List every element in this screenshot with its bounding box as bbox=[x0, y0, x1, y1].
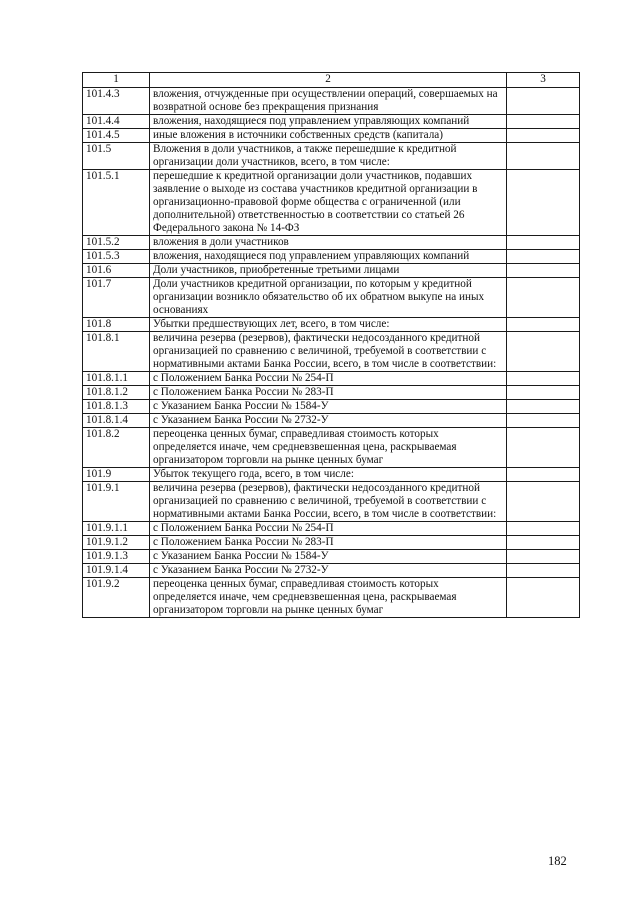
table-header-row bbox=[83, 73, 580, 88]
page-number: 182 bbox=[548, 854, 567, 868]
table-row bbox=[83, 170, 580, 236]
row-value-cell bbox=[507, 578, 580, 618]
reporting-codes-table bbox=[82, 72, 580, 618]
table-row bbox=[83, 318, 580, 332]
row-value-cell bbox=[507, 564, 580, 578]
row-code-cell: 101.8.1 bbox=[83, 332, 150, 372]
table-header bbox=[83, 73, 580, 88]
row-value-cell bbox=[507, 332, 580, 372]
row-description-cell: с Положением Банка России № 283-П bbox=[150, 536, 507, 550]
row-code-cell: 101.9.1 bbox=[83, 482, 150, 522]
table-row bbox=[83, 414, 580, 428]
row-code-cell: 101.8.1.4 bbox=[83, 414, 150, 428]
row-value-cell bbox=[507, 468, 580, 482]
row-description-cell: с Положением Банка России № 283-П bbox=[150, 386, 507, 400]
column-header-1: 1 bbox=[83, 73, 150, 88]
row-code-cell: 101.9.1.1 bbox=[83, 522, 150, 536]
table-row bbox=[83, 482, 580, 522]
row-value-cell bbox=[507, 482, 580, 522]
row-description-cell: с Указанием Банка России № 2732-У bbox=[150, 414, 507, 428]
row-description-cell: Убыток текущего года, всего, в том числе: bbox=[150, 468, 507, 482]
table-row bbox=[83, 400, 580, 414]
row-code-cell: 101.9.1.4 bbox=[83, 564, 150, 578]
row-code-cell: 101.5.2 bbox=[83, 236, 150, 250]
table-row bbox=[83, 386, 580, 400]
table-row bbox=[83, 129, 580, 143]
row-description-cell: Доли участников кредитной организации, по которым у кредитной организации возникло обязательство об их обратном выкупе на иных основаниях bbox=[150, 278, 507, 318]
table-row bbox=[83, 468, 580, 482]
row-value-cell bbox=[507, 318, 580, 332]
row-value-cell bbox=[507, 88, 580, 115]
row-description-cell: величина резерва (резервов), фактически недосозданного кредитной организацией по сравнению с величиной, требуемой в соответствии с нормативными актами Банка России, всего, в том числе в соответствии: bbox=[150, 332, 507, 372]
row-code-cell: 101.7 bbox=[83, 278, 150, 318]
row-description-cell: переоценка ценных бумаг, справедливая стоимость которых определяется иначе, чем средневзвешенная цена, раскрываемая организатором торговли на рынке ценных бумаг bbox=[150, 428, 507, 468]
table-row bbox=[83, 564, 580, 578]
row-description-cell: перешедшие к кредитной организации доли участников, подавших заявление о выходе из состава участников кредитной организации в организационно-правовой форме общества с ограниченной (или дополнительной) ответственностью в соответствии со статьей 26 Федерального закона № 14-ФЗ bbox=[150, 170, 507, 236]
table-row bbox=[83, 428, 580, 468]
row-description-cell: с Указанием Банка России № 1584-У bbox=[150, 400, 507, 414]
row-description-cell: с Положением Банка России № 254-П bbox=[150, 522, 507, 536]
table-row bbox=[83, 278, 580, 318]
row-description-cell: с Указанием Банка России № 1584-У bbox=[150, 550, 507, 564]
row-code-cell: 101.5.3 bbox=[83, 250, 150, 264]
row-description-cell: Убытки предшествующих лет, всего, в том числе: bbox=[150, 318, 507, 332]
row-value-cell bbox=[507, 386, 580, 400]
row-description-cell: иные вложения в источники собственных средств (капитала) bbox=[150, 129, 507, 143]
row-code-cell: 101.4.3 bbox=[83, 88, 150, 115]
row-code-cell: 101.4.4 bbox=[83, 115, 150, 129]
column-header-3: 3 bbox=[507, 73, 580, 88]
row-description-cell: вложения, отчужденные при осуществлении операций, совершаемых на возвратной основе без прекращения признания bbox=[150, 88, 507, 115]
row-code-cell: 101.6 bbox=[83, 264, 150, 278]
row-code-cell: 101.9.2 bbox=[83, 578, 150, 618]
row-code-cell: 101.9.1.2 bbox=[83, 536, 150, 550]
row-code-cell: 101.8.2 bbox=[83, 428, 150, 468]
row-code-cell: 101.8.1.3 bbox=[83, 400, 150, 414]
row-code-cell: 101.9.1.3 bbox=[83, 550, 150, 564]
row-code-cell: 101.8 bbox=[83, 318, 150, 332]
row-code-cell: 101.5 bbox=[83, 143, 150, 170]
row-description-cell: с Положением Банка России № 254-П bbox=[150, 372, 507, 386]
row-description-cell: величина резерва (резервов), фактически недосозданного кредитной организацией по сравнению с величиной, требуемой в соответствии с нормативными актами Банка России, всего, в том числе в соответствии: bbox=[150, 482, 507, 522]
row-value-cell bbox=[507, 115, 580, 129]
row-value-cell bbox=[507, 170, 580, 236]
row-value-cell bbox=[507, 278, 580, 318]
row-value-cell bbox=[507, 264, 580, 278]
row-value-cell bbox=[507, 414, 580, 428]
row-description-cell: вложения, находящиеся под управлением управляющих компаний bbox=[150, 115, 507, 129]
table-body bbox=[83, 88, 580, 618]
row-code-cell: 101.5.1 bbox=[83, 170, 150, 236]
table-row bbox=[83, 550, 580, 564]
row-code-cell: 101.4.5 bbox=[83, 129, 150, 143]
row-value-cell bbox=[507, 143, 580, 170]
row-code-cell: 101.8.1.2 bbox=[83, 386, 150, 400]
row-description-cell: Доли участников, приобретенные третьими лицами bbox=[150, 264, 507, 278]
table-row bbox=[83, 250, 580, 264]
table-row bbox=[83, 115, 580, 129]
row-value-cell bbox=[507, 550, 580, 564]
row-value-cell bbox=[507, 428, 580, 468]
table-row bbox=[83, 536, 580, 550]
row-value-cell bbox=[507, 129, 580, 143]
row-code-cell: 101.8.1.1 bbox=[83, 372, 150, 386]
table-row bbox=[83, 522, 580, 536]
table-row bbox=[83, 143, 580, 170]
row-code-cell: 101.9 bbox=[83, 468, 150, 482]
table-row bbox=[83, 88, 580, 115]
table-row bbox=[83, 236, 580, 250]
table-row bbox=[83, 264, 580, 278]
row-value-cell bbox=[507, 372, 580, 386]
column-header-2: 2 bbox=[150, 73, 507, 88]
table-row bbox=[83, 332, 580, 372]
row-description-cell: Вложения в доли участников, а также перешедшие к кредитной организации доли участников, всего, в том числе: bbox=[150, 143, 507, 170]
row-description-cell: вложения, находящиеся под управлением управляющих компаний bbox=[150, 250, 507, 264]
row-description-cell: с Указанием Банка России № 2732-У bbox=[150, 564, 507, 578]
row-description-cell: переоценка ценных бумаг, справедливая стоимость которых определяется иначе, чем средневзвешенная цена, раскрываемая организатором торговли на рынке ценных бумаг bbox=[150, 578, 507, 618]
row-value-cell bbox=[507, 250, 580, 264]
row-value-cell bbox=[507, 236, 580, 250]
table-row bbox=[83, 372, 580, 386]
table-row bbox=[83, 578, 580, 618]
row-description-cell: вложения в доли участников bbox=[150, 236, 507, 250]
row-value-cell bbox=[507, 536, 580, 550]
row-value-cell bbox=[507, 522, 580, 536]
row-value-cell bbox=[507, 400, 580, 414]
